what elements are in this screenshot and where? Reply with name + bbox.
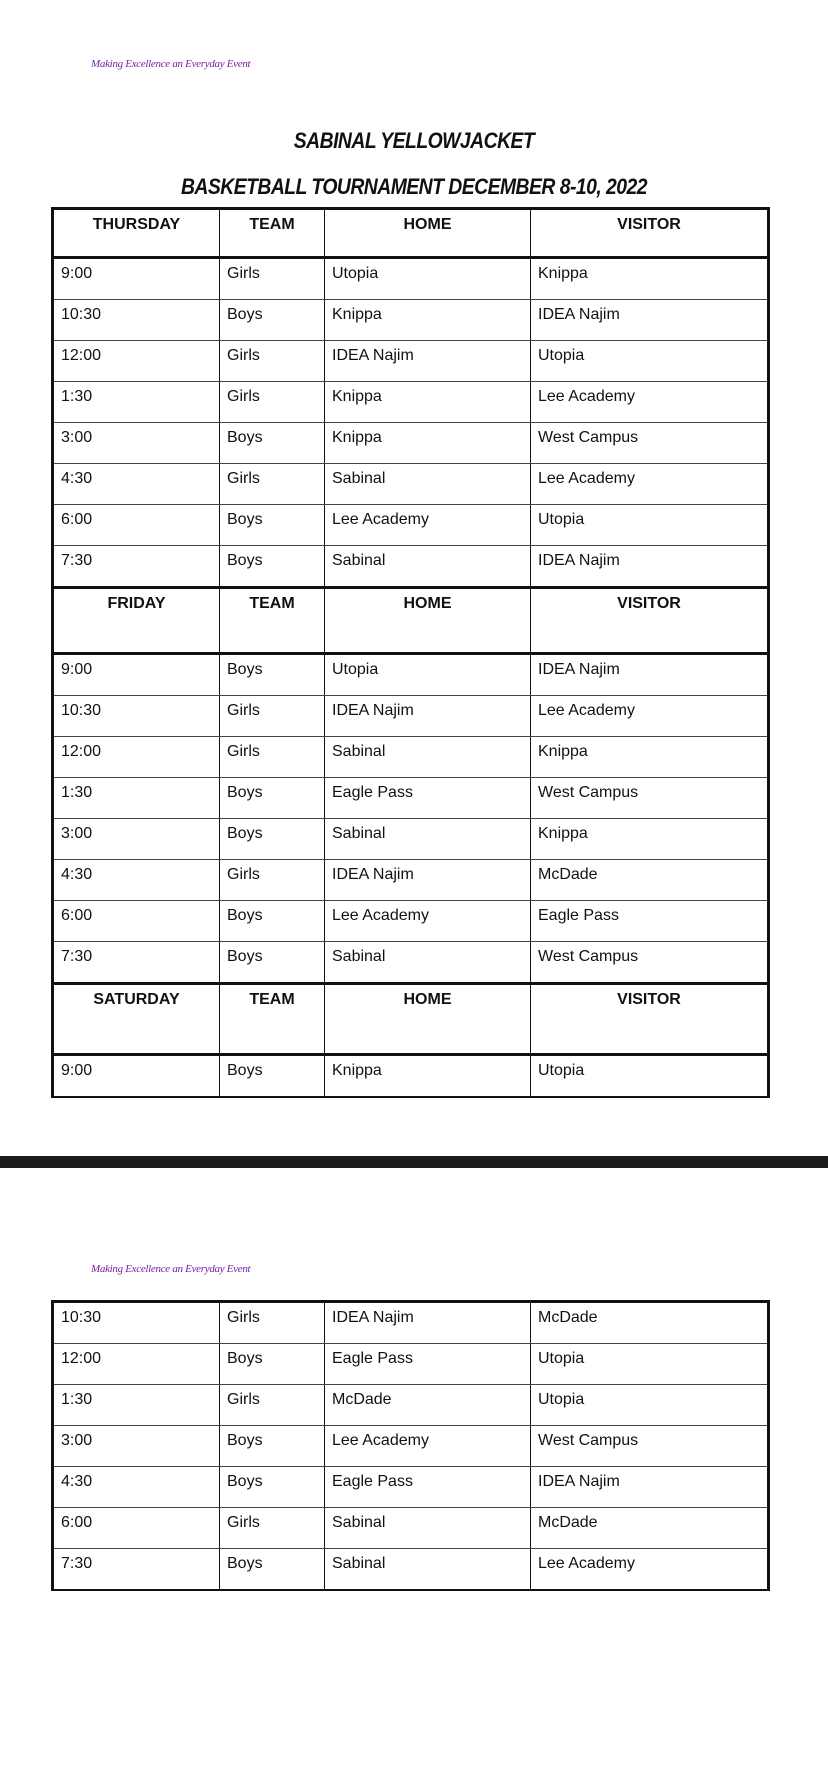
time-cell: 6:00 [53,1508,220,1549]
time-cell: 10:30 [53,1302,220,1344]
home-cell: Sabinal [325,737,531,778]
team-cell: Girls [220,258,325,300]
time-cell: 10:30 [53,300,220,341]
visitor-cell: Utopia [531,1385,769,1426]
game-row [53,819,769,860]
visitor-cell: IDEA Najim [531,1467,769,1508]
time-cell: 3:00 [53,423,220,464]
home-cell: Lee Academy [325,901,531,942]
time-cell: 1:30 [53,382,220,423]
team-cell: Boys [220,300,325,341]
column-header-visitor: VISITOR [531,588,769,654]
game-row [53,423,769,464]
visitor-cell: Knippa [531,737,769,778]
title-line-2: BASKETBALL TOURNAMENT DECEMBER 8-10, 2022 [180,174,648,199]
team-cell: Boys [220,819,325,860]
time-cell: 4:30 [53,860,220,901]
visitor-cell: McDade [531,1508,769,1549]
page-divider [0,1156,828,1168]
team-cell: Boys [220,1344,325,1385]
time-cell: 7:30 [53,1549,220,1591]
home-cell: Lee Academy [325,505,531,546]
home-cell: Sabinal [325,546,531,588]
time-cell: 12:00 [53,341,220,382]
day-header: THURSDAY [53,209,220,258]
day-header: FRIDAY [53,588,220,654]
visitor-cell: Lee Academy [531,382,769,423]
team-cell: Boys [220,778,325,819]
visitor-cell: Lee Academy [531,696,769,737]
column-header-visitor: VISITOR [531,984,769,1055]
game-row [53,860,769,901]
visitor-cell: Lee Academy [531,464,769,505]
column-header-visitor: VISITOR [531,209,769,258]
game-row [53,1467,769,1508]
team-cell: Girls [220,1385,325,1426]
home-cell: Knippa [325,382,531,423]
home-cell: McDade [325,1385,531,1426]
visitor-cell: Lee Academy [531,1549,769,1591]
time-cell: 12:00 [53,737,220,778]
team-cell: Girls [220,860,325,901]
game-row [53,382,769,423]
team-cell: Girls [220,1508,325,1549]
tagline-page-2: Making Excellence an Everyday Event [91,1263,251,1275]
visitor-cell: Utopia [531,1055,769,1098]
game-row [53,901,769,942]
visitor-cell: IDEA Najim [531,546,769,588]
team-cell: Boys [220,423,325,464]
home-cell: Knippa [325,423,531,464]
home-cell: IDEA Najim [325,860,531,901]
time-cell: 3:00 [53,819,220,860]
home-cell: Eagle Pass [325,1467,531,1508]
day-header: SATURDAY [53,984,220,1055]
time-cell: 9:00 [53,1055,220,1098]
column-header-team: TEAM [220,209,325,258]
game-row [53,654,769,696]
team-cell: Boys [220,546,325,588]
time-cell: 9:00 [53,654,220,696]
team-cell: Girls [220,1302,325,1344]
team-cell: Boys [220,1426,325,1467]
game-row [53,505,769,546]
game-row [53,464,769,505]
home-cell: Utopia [325,258,531,300]
game-row [53,258,769,300]
visitor-cell: Utopia [531,505,769,546]
time-cell: 12:00 [53,1344,220,1385]
game-row [53,942,769,984]
home-cell: Eagle Pass [325,778,531,819]
time-cell: 3:00 [53,1426,220,1467]
visitor-cell: McDade [531,1302,769,1344]
game-row [53,546,769,588]
home-cell: Sabinal [325,464,531,505]
time-cell: 7:30 [53,546,220,588]
day-header-row [53,588,769,654]
team-cell: Boys [220,942,325,984]
game-row [53,341,769,382]
game-row [53,1302,769,1344]
time-cell: 4:30 [53,464,220,505]
home-cell: Knippa [325,1055,531,1098]
game-row [53,737,769,778]
team-cell: Girls [220,382,325,423]
column-header-home: HOME [325,984,531,1055]
home-cell: Sabinal [325,942,531,984]
visitor-cell: IDEA Najim [531,654,769,696]
game-row [53,1344,769,1385]
team-cell: Boys [220,1549,325,1591]
team-cell: Boys [220,1467,325,1508]
visitor-cell: Utopia [531,341,769,382]
game-row [53,1508,769,1549]
visitor-cell: West Campus [531,423,769,464]
game-row [53,1549,769,1591]
home-cell: IDEA Najim [325,696,531,737]
game-row [53,300,769,341]
game-row [53,1055,769,1098]
team-cell: Girls [220,464,325,505]
visitor-cell: West Campus [531,942,769,984]
schedule-table-page-2 [51,1300,770,1591]
game-row [53,778,769,819]
time-cell: 1:30 [53,1385,220,1426]
team-cell: Boys [220,505,325,546]
team-cell: Boys [220,901,325,942]
home-cell: Utopia [325,654,531,696]
visitor-cell: McDade [531,860,769,901]
visitor-cell: Knippa [531,258,769,300]
visitor-cell: Knippa [531,819,769,860]
home-cell: Knippa [325,300,531,341]
visitor-cell: West Campus [531,778,769,819]
game-row [53,696,769,737]
column-header-team: TEAM [220,984,325,1055]
column-header-home: HOME [325,209,531,258]
game-row [53,1385,769,1426]
home-cell: Sabinal [325,1508,531,1549]
home-cell: IDEA Najim [325,1302,531,1344]
team-cell: Boys [220,654,325,696]
visitor-cell: IDEA Najim [531,300,769,341]
visitor-cell: Utopia [531,1344,769,1385]
time-cell: 7:30 [53,942,220,984]
team-cell: Girls [220,737,325,778]
time-cell: 4:30 [53,1467,220,1508]
schedule-table-page-1 [51,207,770,1098]
column-header-team: TEAM [220,588,325,654]
team-cell: Girls [220,341,325,382]
home-cell: Sabinal [325,1549,531,1591]
column-header-home: HOME [325,588,531,654]
team-cell: Girls [220,696,325,737]
visitor-cell: West Campus [531,1426,769,1467]
tagline: Making Excellence an Everyday Event [91,58,251,70]
home-cell: Lee Academy [325,1426,531,1467]
team-cell: Boys [220,1055,325,1098]
game-row [53,1426,769,1467]
home-cell: Sabinal [325,819,531,860]
day-header-row [53,209,769,258]
home-cell: IDEA Najim [325,341,531,382]
home-cell: Eagle Pass [325,1344,531,1385]
visitor-cell: Eagle Pass [531,901,769,942]
time-cell: 9:00 [53,258,220,300]
day-header-row [53,984,769,1055]
time-cell: 6:00 [53,505,220,546]
time-cell: 6:00 [53,901,220,942]
title-line-1: SABINAL YELLOWJACKET [293,128,535,153]
time-cell: 10:30 [53,696,220,737]
time-cell: 1:30 [53,778,220,819]
